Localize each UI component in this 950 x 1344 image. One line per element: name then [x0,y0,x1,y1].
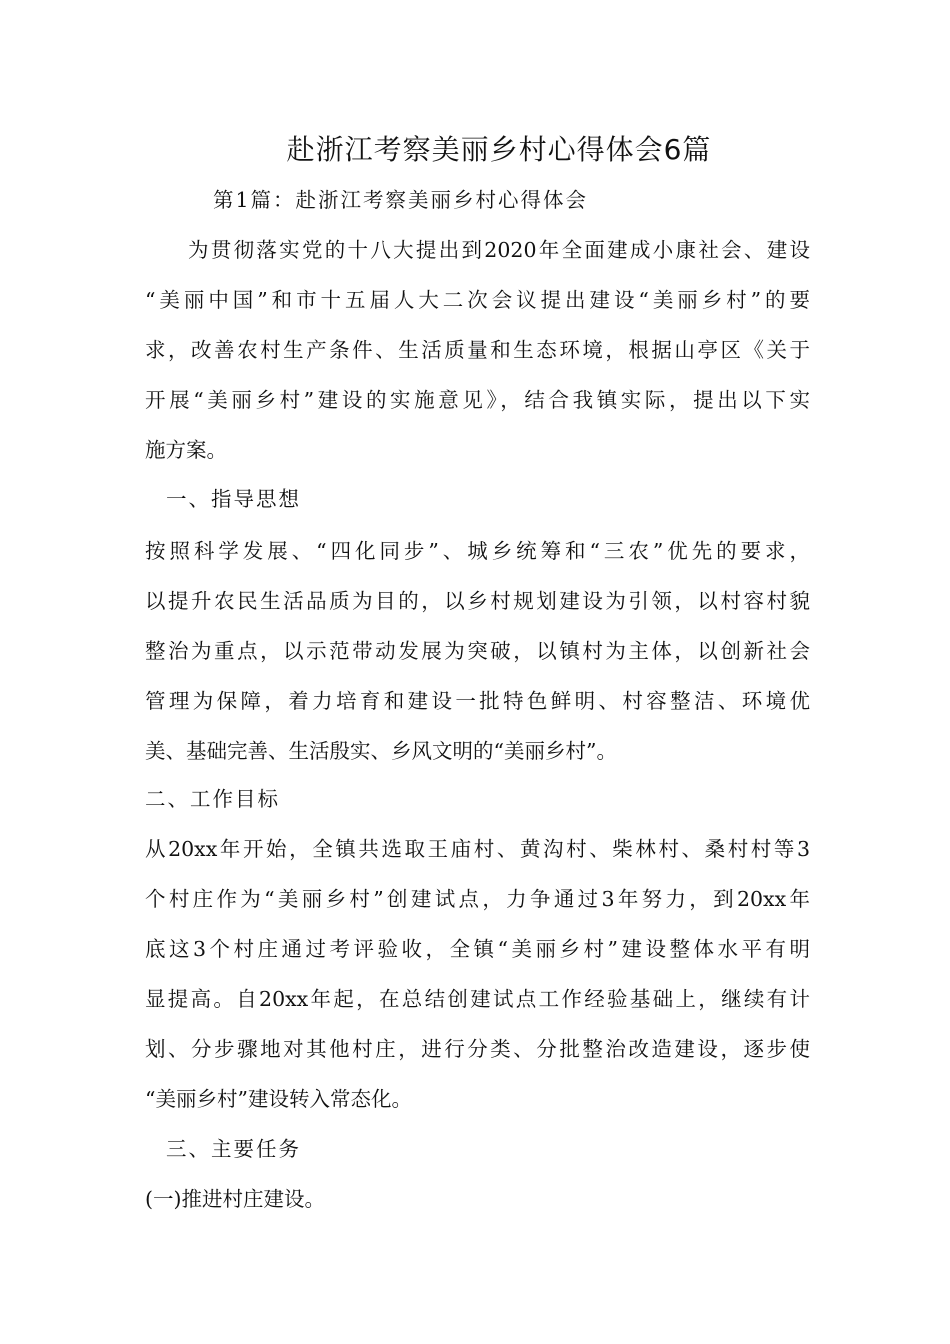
section-heading: 三、主要任务 [166,1137,301,1161]
paragraph-line: 开展“美丽乡村”建设的实施意见》，结合我镇实际，提出以下实 [145,388,810,412]
document-title: 赴浙江考察美丽乡村心得体会6篇 [286,133,712,166]
paragraph-line: 美、基础完善、生活殷实、乡风文明的“美丽乡村”。 [145,739,617,763]
paragraph-line: 整治为重点，以示范带动发展为突破，以镇村为主体，以创新社会 [145,639,810,663]
paragraph-line: 为贯彻落实党的十八大提出到2020年全面建成小康社会、建设 [188,238,810,262]
paragraph-line: 求，改善农村生产条件、生活质量和生态环境，根据山亭区《关于 [145,338,810,362]
paragraph-line: “美丽中国”和市十五届人大二次会议提出建设“美丽乡村”的要 [145,288,810,312]
section-heading: 一、指导思想 [166,487,301,511]
paragraph-line: 个村庄作为“美丽乡村”创建试点，力争通过3年努力，到20xx年 [145,887,810,911]
paragraph-line: “美丽乡村”建设转入常态化。 [145,1087,412,1111]
paragraph-line: 施方案。 [145,438,227,462]
paragraph-line: 划、分步骤地对其他村庄，进行分类、分批整治改造建设，逐步使 [145,1037,810,1061]
article-subtitle: 第1篇：赴浙江考察美丽乡村心得体会 [213,188,589,212]
section-heading: 二、工作目标 [145,787,280,811]
paragraph-line: 管理为保障，着力培育和建设一批特色鲜明、村容整洁、环境优 [145,689,810,713]
subsection-heading: (一)推进村庄建设。 [145,1187,325,1211]
paragraph-line: 底这3个村庄通过考评验收，全镇“美丽乡村”建设整体水平有明 [145,937,810,961]
paragraph-line: 以提升农民生活品质为目的，以乡村规划建设为引领，以村容村貌 [145,589,810,613]
paragraph-line: 显提高。自20xx年起，在总结创建试点工作经验基础上，继续有计 [145,987,810,1011]
paragraph-line: 从20xx年开始，全镇共选取王庙村、黄沟村、柴林村、桑村村等3 [145,837,810,861]
paragraph-line: 按照科学发展、“四化同步”、城乡统筹和“三农”优先的要求， [145,539,810,563]
